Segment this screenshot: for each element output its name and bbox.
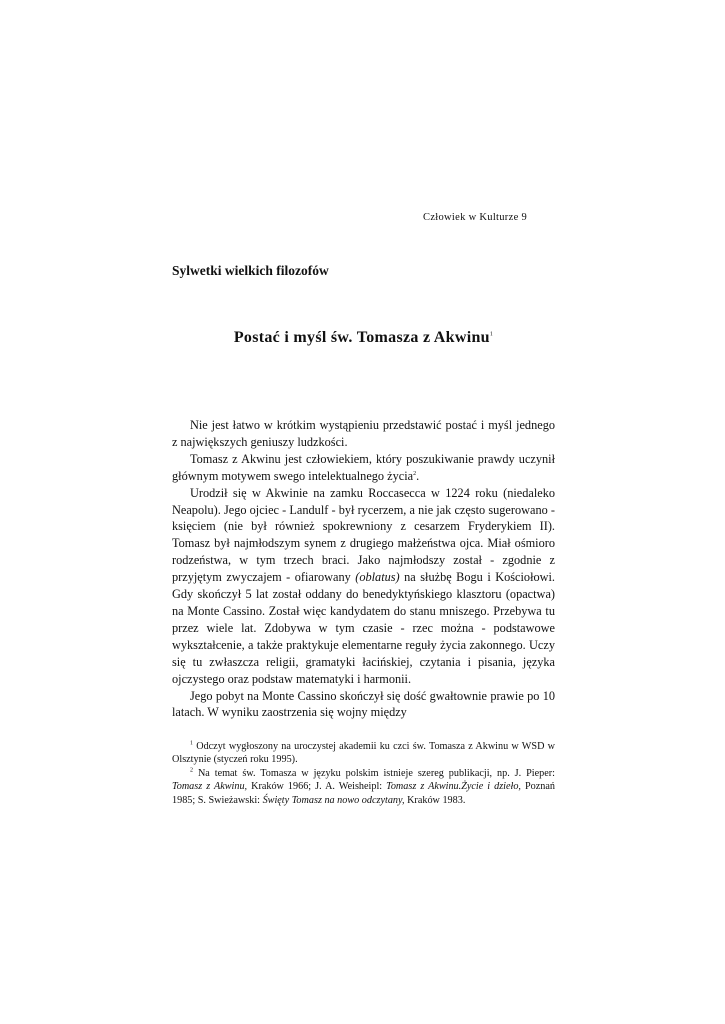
paragraph-text: na służbę Bogu i Kościołowi. Gdy skończył 5 lat został oddany do benedyktyńskiego klasztoru (opactwa) na Monte Cassino. Został więc kandydatem do stanu mniszego. Przebywa tu przez wiele lat. Zdobywa w tym czasie - rzec można - podstawowe wykształcenie, a także praktykuje elementarne reguły życia zakonnego. Uczy się tu zwłaszcza religii, gramatyki łacińskiej, czytania i pisania, języka ojczystego oraz podstaw matematyki i harmonii.	[172, 570, 556, 686]
footnote-2	[172, 767, 555, 807]
footnote-text: Odczyt wygłoszony na uroczystej akademii ku czci św. Tomasza z Akwinu w WSD w Olsztynie (styczeń roku 1995).	[172, 741, 555, 766]
footnote-ref-2: 2	[413, 470, 417, 477]
footnote-mark: 2	[190, 767, 193, 774]
paragraph-text: .	[416, 468, 420, 483]
book-title: Tomasz z Akwinu,	[172, 781, 248, 793]
footnote-text: Na temat św. Tomasza w języku polskim istnieje szereg publikacji, np. J. Pieper:	[193, 767, 555, 779]
paragraph-text: Urodził się w Akwinie na zamku Roccasecca w 1224 roku (niedaleko Neapolu). Jego ojciec - Landulf - był rycerzem, a nie jak często sugerowano - księciem (nie był również spokrewniony z cesarzem Fryderykiem II). Tomasz był najmłodszym synem z drugiego małżeństwa ojca. Miał ośmioro rodzeństwa, w tym trzech braci. Jako najmłodszy został - zgodnie z przyjętym zwyczajem - ofiarowany	[172, 485, 555, 585]
paragraph: Nie jest łatwo w krótkim wystąpieniu przedstawić postać i myśl jednego z największych geniuszy ludzkości.	[172, 418, 555, 449]
paragraph-text: Tomasz z Akwinu jest człowiekiem, który poszukiwanie prawdy uczynił głównym motywem swego intelektualnego życia	[172, 451, 555, 483]
footnote-ref-1: 1	[489, 331, 494, 338]
footnote-text: Kraków 1983.	[404, 794, 466, 806]
footnotes	[172, 740, 555, 807]
running-head: Człowiek w Kulturze 9	[423, 212, 527, 223]
footnote-1	[172, 740, 555, 767]
article-title	[172, 329, 555, 347]
book-title: Święty Tomasz na nowo odczytany,	[262, 794, 405, 806]
paragraph	[172, 485, 555, 688]
paragraph: Jego pobyt na Monte Cassino skończył się dość gwałtownie prawie po 10 latach. W wyniku zaostrzenia się wojny między	[172, 688, 555, 720]
section-label: Sylwetki wielkich filozofów	[172, 263, 329, 278]
italic-term: (oblatus)	[355, 570, 400, 585]
article-title-text: Postać i myśl św. Tomasza z Akwinu	[233, 329, 490, 346]
article-body	[172, 417, 555, 721]
paragraph	[172, 451, 555, 485]
footnote-text: Kraków 1966; J. A. Weisheipl:	[247, 781, 387, 793]
footnote-mark: 1	[190, 740, 193, 747]
book-title: Tomasz z Akwinu.Życie i dzieło,	[386, 781, 521, 793]
footnote-text: Poznań 1985; S. Swieżawski:	[172, 781, 555, 806]
